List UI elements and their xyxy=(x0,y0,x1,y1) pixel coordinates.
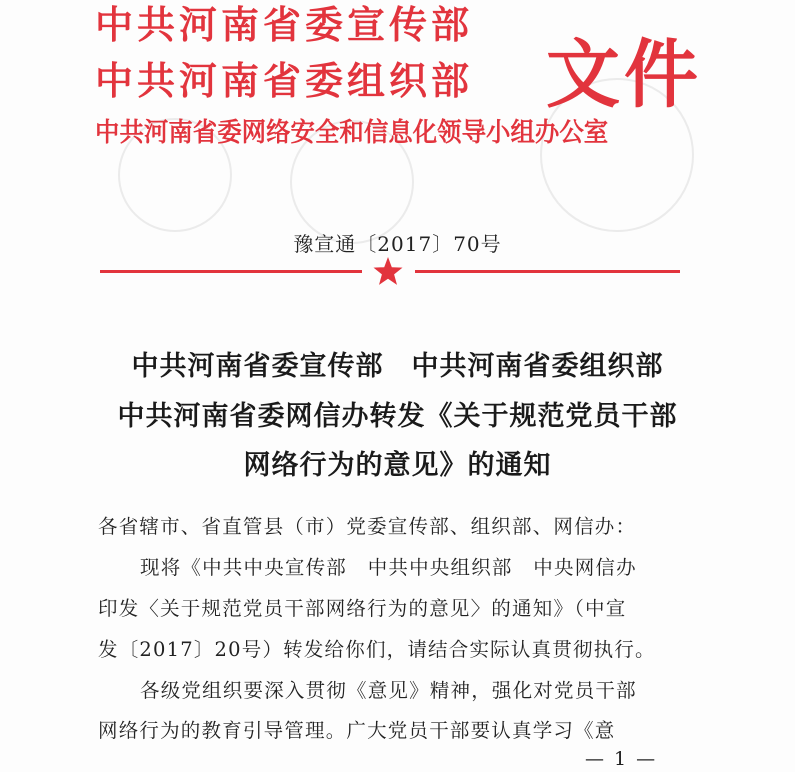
red-separator-right xyxy=(415,270,680,273)
notice-title-line: 中共河南省委网信办转发《关于规范党员干部 xyxy=(117,401,678,432)
notice-title-line: 网络行为的意见》的通知 xyxy=(243,450,552,481)
issuer-organization-department: 中共河南省委组织部 xyxy=(95,58,474,103)
red-separator-left xyxy=(100,270,362,273)
page-number: — 1 — xyxy=(585,748,658,770)
body-paragraph-line: 发〔2017〕20号）转发给你们，请结合实际认真贯彻执行。 xyxy=(98,638,656,661)
body-paragraph-line: 印发〈关于规范党员干部网络行为的意见〉的通知》（中宣 xyxy=(98,597,627,620)
body-paragraph-line: 各级党组织要深入贯彻《意见》精神，强化对党员干部 xyxy=(140,679,637,702)
addressee-line: 各省辖市、省直管县（市）党委宣传部、组织部、网信办： xyxy=(98,515,637,538)
body-paragraph-line: 现将《中共中央宣传部 中共中央组织部 中央网信办 xyxy=(140,556,637,579)
document-label: 文件 xyxy=(546,32,702,118)
red-star-icon xyxy=(372,256,404,288)
issuer-cyberspace-office: 中共河南省委网络安全和信息化领导小组办公室 xyxy=(95,118,609,148)
notice-title-line: 中共河南省委宣传部 中共河南省委组织部 xyxy=(131,351,664,382)
issuer-propaganda-department: 中共河南省委宣传部 xyxy=(95,2,474,47)
document-number: 豫宣通〔2017〕70号 xyxy=(293,232,502,256)
body-paragraph-line: 网络行为的教育引导管理。广大党员干部要认真学习《意 xyxy=(98,719,616,742)
